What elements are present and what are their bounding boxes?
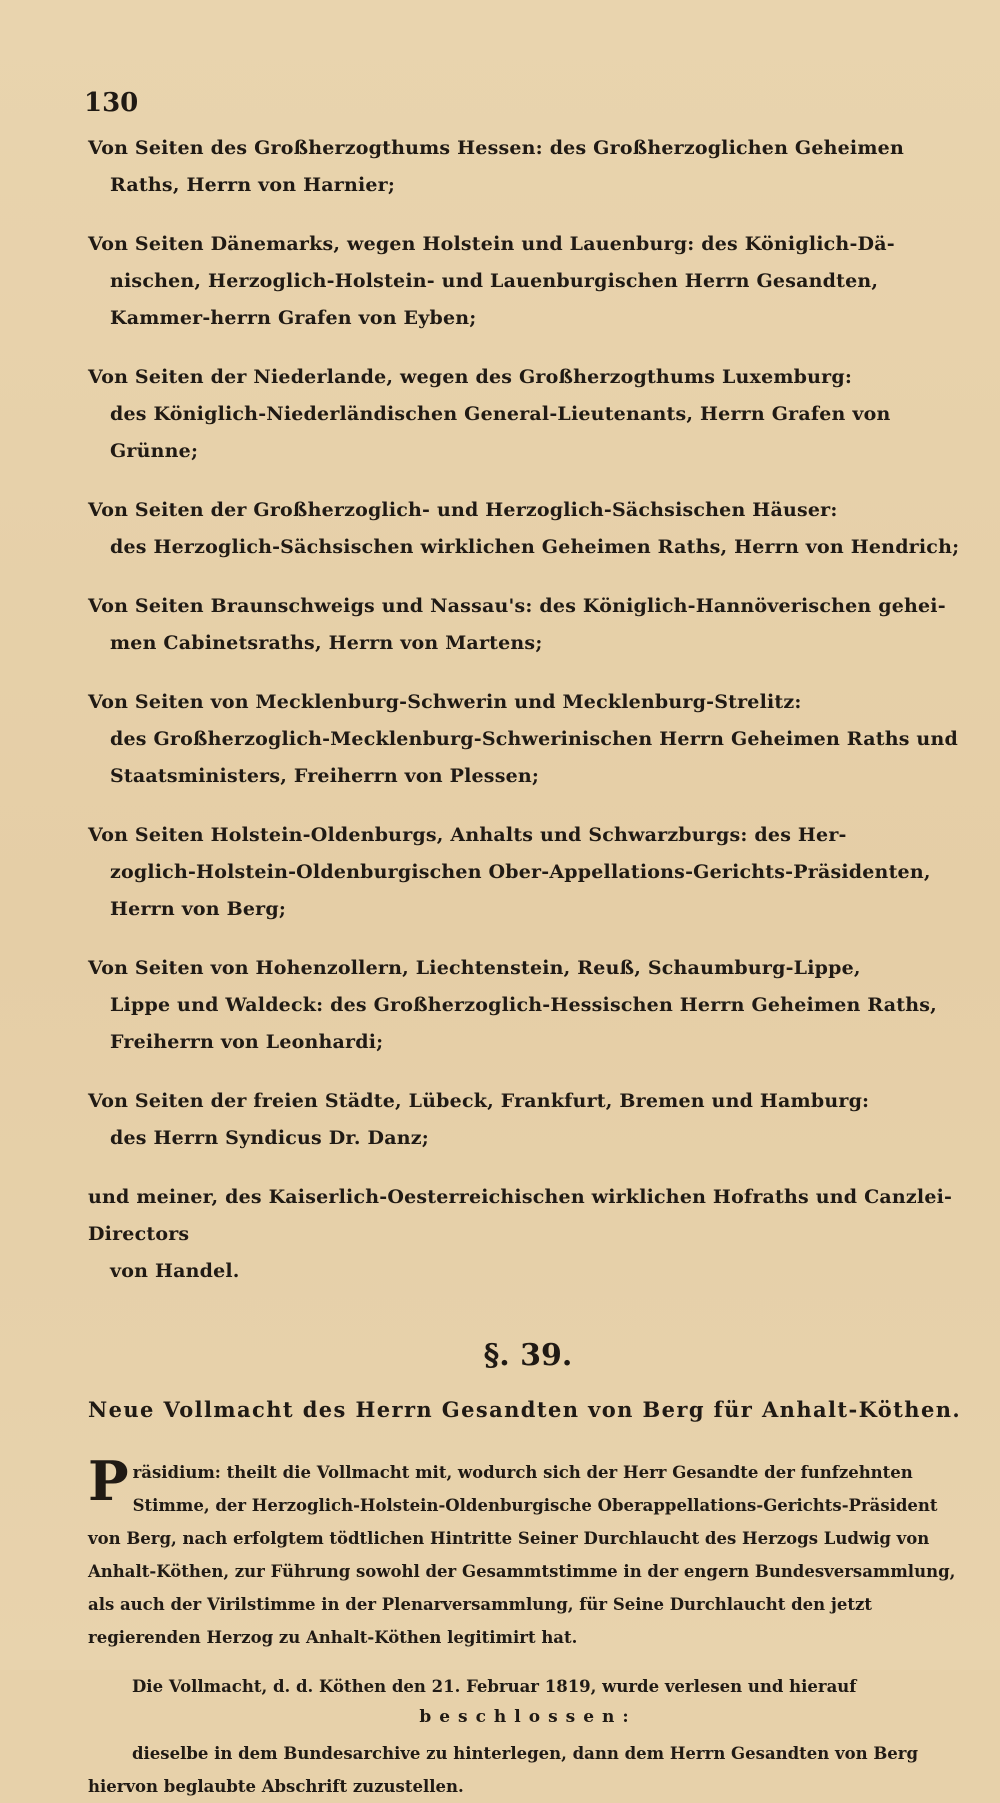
entry-daenemark bbox=[88, 226, 968, 337]
entry-first-line: Von Seiten Holstein-Oldenburgs, Anhalts und Schwarzburgs: des Her- bbox=[88, 824, 847, 846]
entry-continuation: des Königlich-Niederländischen General-Lieutenants, Herrn Grafen von Grünne; bbox=[110, 403, 891, 462]
decision-text: dieselbe in dem Bundesarchive zu hinterlegen, dann dem Herrn Gesandten von Berg hiervon beglaubte Abschrift zuzustellen. bbox=[88, 1744, 919, 1796]
entry-continuation: nischen, Herzoglich-Holstein- und Lauenburgischen Herrn Gesandten, Kammer-herrn Grafen von Eyben; bbox=[110, 270, 879, 329]
entry-first-line: Von Seiten der Niederlande, wegen des Großherzogthums Luxemburg: bbox=[88, 366, 853, 388]
entry-first-line: Von Seiten von Hohenzollern, Liechtenstein, Reuß, Schaumburg-Lippe, bbox=[88, 957, 861, 979]
page-content bbox=[88, 130, 968, 1803]
entry-continuation: men Cabinetsraths, Herrn von Martens; bbox=[110, 632, 543, 654]
entry-first-line: Von Seiten Braunschweigs und Nassau's: des Königlich-Hannöverischen gehei- bbox=[88, 595, 946, 617]
entry-continuation: des Herrn Syndicus Dr. Danz; bbox=[110, 1127, 429, 1149]
entry-continuation: Raths, Herrn von Harnier; bbox=[110, 174, 396, 196]
entry-continuation: Lippe und Waldeck: des Großherzoglich-Hessischen Herrn Geheimen Raths, Freiherrn von Leonhardi; bbox=[110, 994, 937, 1053]
entry-first-line: Von Seiten von Mecklenburg-Schwerin und Mecklenburg-Strelitz: bbox=[88, 691, 802, 713]
closing-continuation: von Handel. bbox=[110, 1260, 240, 1282]
entry-first-line: Von Seiten der freien Städte, Lübeck, Frankfurt, Bremen und Hamburg: bbox=[88, 1090, 870, 1112]
entry-first-line: Von Seiten des Großherzogthums Hessen: des Großherzoglichen Geheimen bbox=[88, 137, 904, 159]
entry-saechsische-haeuser bbox=[88, 492, 968, 566]
entry-continuation: zoglich-Holstein-Oldenburgischen Ober-Appellations-Gerichts-Präsidenten, Herrn von Berg; bbox=[110, 861, 931, 920]
entry-first-line: Von Seiten Dänemarks, wegen Holstein und Lauenburg: des Königlich-Dä- bbox=[88, 233, 895, 255]
praesidium-text: räsidium: theilt die Vollmacht mit, wodurch sich der Herr Gesandte der funfzehnten Stimme, der Herzoglich-Holstein-Oldenburgische Oberappellations-Gerichts-Präsident von Berg, nach erfolgtem tödtlichen Hintritte Seiner Durchlaucht des Herzogs Ludwig von Anhalt-Köthen, zur Führung sowohl der Gesammtstimme in der engern Bundesversammlung, als auch der Virilstimme in der Plenarversammlung, für Seine Durchlaucht den jetzt regierenden Herzog zu Anhalt-Köthen legitimirt hat. bbox=[88, 1463, 956, 1647]
decision-intro: Die Vollmacht, d. d. Köthen den 21. Februar 1819, wurde verlesen und hierauf bbox=[132, 1677, 857, 1696]
section-title: Neue Vollmacht des Herrn Gesandten von Berg für Anhalt-Köthen. bbox=[88, 1397, 962, 1422]
entry-mecklenburg bbox=[88, 684, 968, 795]
entry-freie-staedte bbox=[88, 1083, 968, 1157]
entry-continuation: des Herzoglich-Sächsischen wirklichen Geheimen Raths, Herrn von Hendrich; bbox=[110, 536, 960, 558]
entry-closing bbox=[88, 1179, 968, 1290]
entry-braunschweig bbox=[88, 588, 968, 662]
entry-hohenzollern bbox=[88, 950, 968, 1061]
entry-hessen bbox=[88, 130, 968, 204]
entry-continuation: des Großherzoglich-Mecklenburg-Schwerinischen Herrn Geheimen Raths und Staatsministers, Freiherrn von Plessen; bbox=[110, 728, 958, 787]
drop-cap: P bbox=[88, 1449, 129, 1513]
entry-niederlande bbox=[88, 359, 968, 470]
closing-first-line: und meiner, des Kaiserlich-Oesterreichischen wirklichen Hofraths und Canzlei-Directors bbox=[88, 1186, 953, 1245]
page-number: 130 bbox=[84, 88, 139, 118]
praesidium-paragraph bbox=[88, 1449, 968, 1654]
entry-first-line: Von Seiten der Großherzoglich- und Herzoglich-Sächsischen Häuser: bbox=[88, 499, 838, 521]
entry-holstein-oldenburg bbox=[88, 817, 968, 928]
section-number: §. 39. bbox=[483, 1338, 573, 1373]
decision-word: beschlossen: bbox=[419, 1707, 637, 1727]
